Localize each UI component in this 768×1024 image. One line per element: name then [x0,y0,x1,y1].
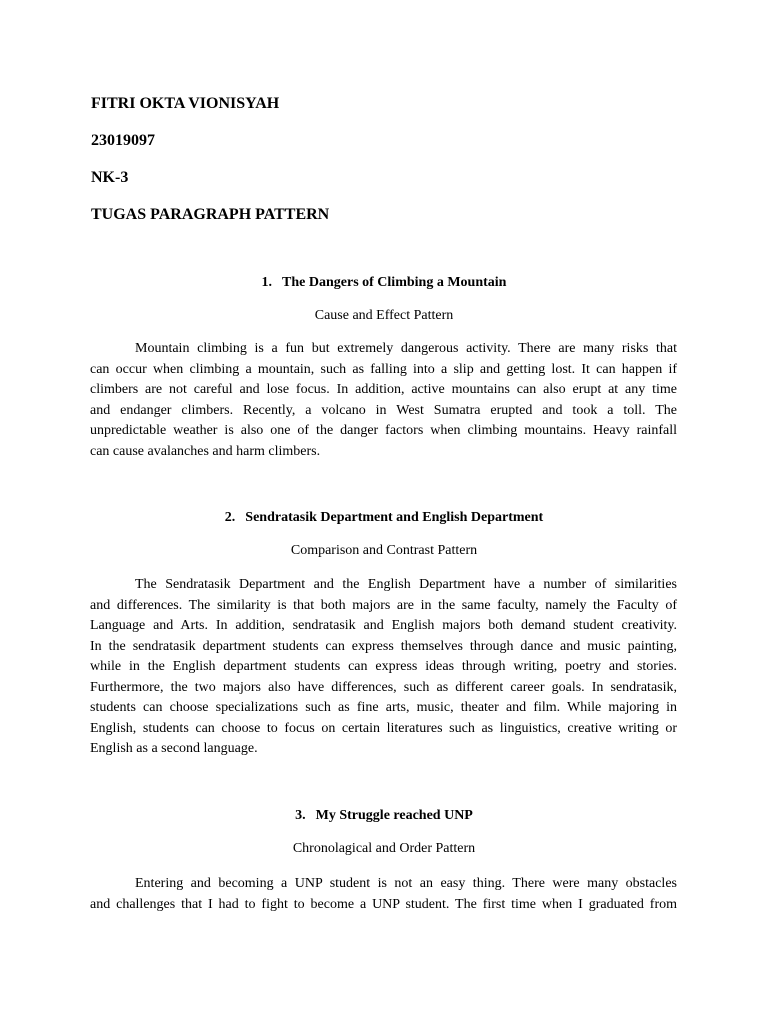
paragraph-line: Language and Arts. In addition, sendratasik and English majors both demand student creativity. [90,618,677,633]
class-code: NK-3 [91,169,129,186]
section-3-pattern: Chronolagical and Order Pattern [292,841,476,856]
section-2-heading [0,509,768,527]
paragraph-line: The Sendratasik Department and the English Department have a number of similarities [135,577,677,592]
section-1-title: The Dangers of Climbing a Mountain [282,275,507,290]
section-2-pattern: Comparison and Contrast Pattern [290,543,478,558]
paragraph-line: while in the English department students can express ideas through writing, poetry and stories. [90,659,677,674]
paragraph-line: English as a second language. [90,741,258,756]
paragraph-line: Mountain climbing is a fun but extremely dangerous activity. There are many risks that [135,341,677,356]
paragraph-line: climbers are not careful and lose focus. In addition, active mountains can also erupt at any time [90,382,677,397]
section-1-heading [0,274,768,292]
paragraph-line: can cause avalanches and harm climbers. [90,443,321,459]
section-2-number: 2. [224,510,236,525]
paragraph-line: can occur when climbing a mountain, such as falling into a slip and getting lost. It can happen if [90,361,677,377]
section-1-number: 1. [261,275,273,290]
section-3-number: 3. [295,808,306,823]
section-2-paragraph [90,575,677,760]
assignment-title: TUGAS PARAGRAPH PATTERN [91,206,330,223]
paragraph-line: In the sendratasik department students can express themselves through dance and music painting, [90,638,677,654]
paragraph-line: English, students can choose to focus on certain literatures such as linguistics, creative writing or [90,720,677,736]
section-2-title: Sendratasik Department and English Department [245,510,544,525]
section-1-paragraph [90,339,677,462]
section-3-title: My Struggle reached UNP [315,808,473,823]
section-1-pattern: Cause and Effect Pattern [314,308,454,323]
section-3-heading [0,807,768,825]
paragraph-line: and differences. The similarity is that both majors are in the same faculty, namely the Faculty of [90,597,677,613]
paragraph-line: and endanger climbers. Recently, a volcano in West Sumatra erupted and took a toll. The [90,402,677,418]
section-3-paragraph [90,874,677,915]
student-id: 23019097 [91,132,155,149]
paragraph-line: unpredictable weather is also one of the danger factors when climbing mountains. Heavy rainfall [90,423,677,438]
paragraph-line: Furthermore, the two majors also have differences, such as different career goals. In sendratasik, [90,679,677,695]
paragraph-line: students can choose specializations such as fine arts, music, theater and film. While majoring in [90,700,677,715]
paragraph-line: and challenges that I had to fight to become a UNP student. The first time when I graduated from [90,896,677,912]
paragraph-line: Entering and becoming a UNP student is not an easy thing. There were many obstacles [135,876,677,891]
student-name: FITRI OKTA VIONISYAH [91,95,280,112]
